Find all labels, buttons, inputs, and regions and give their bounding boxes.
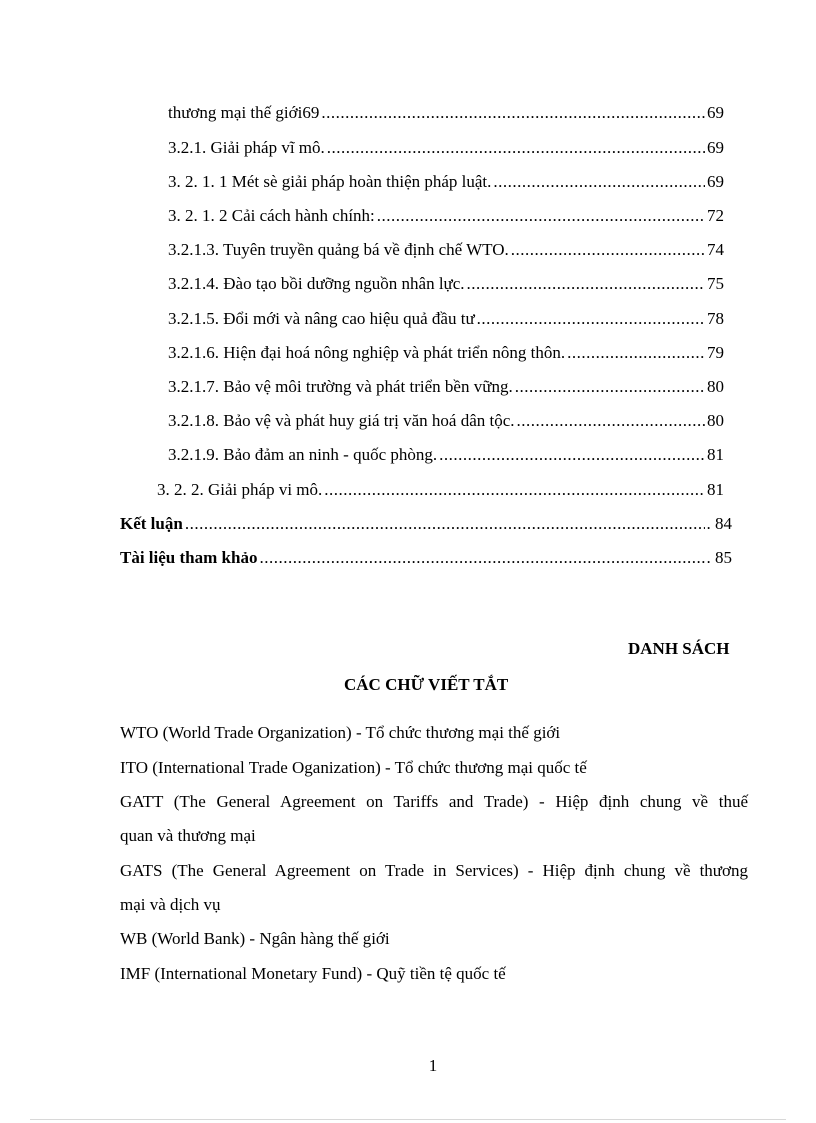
toc-entry-text: 3.2.1.8. Bảo vệ và phát huy giá trị văn hoá dân tộc. xyxy=(168,411,515,430)
toc-leader-dots xyxy=(377,205,705,227)
toc-leader-dots xyxy=(324,479,705,501)
toc-page-number: . 84 xyxy=(706,514,732,533)
toc-page-number: 74 xyxy=(707,240,724,259)
toc-leader-dots xyxy=(511,239,705,261)
toc-page-number: 69 xyxy=(707,103,724,122)
toc-entry-text: 3. 2. 2. Giải pháp vi mô. xyxy=(157,480,323,499)
toc-row xyxy=(168,444,724,466)
toc-row xyxy=(168,137,724,159)
toc-entry-text: 3.2.1.5. Đổi mới và nâng cao hiệu quả đầu tư xyxy=(168,309,475,328)
toc-leader-dots xyxy=(493,171,705,193)
toc-page-number: 75 xyxy=(707,274,724,293)
toc-page-number: 78 xyxy=(707,309,724,328)
toc-leader-dots xyxy=(467,273,705,295)
toc-leader-dots xyxy=(321,102,705,124)
toc-entry-text: 3.2.1.4. Đào tạo bồi dưỡng nguồn nhân lực. xyxy=(168,274,465,293)
page-bottom-divider xyxy=(30,1119,786,1120)
toc-row xyxy=(168,308,724,330)
abbreviation-line: WTO (World Trade Organization) - Tổ chức thương mại thế giới xyxy=(120,723,561,742)
toc-entry-text: thương mại thế giới69 xyxy=(168,103,320,122)
toc-row xyxy=(168,376,724,398)
toc-entry-text: 3.2.1.7. Bảo vệ môi trường và phát triển bền vững. xyxy=(168,377,513,396)
toc-page-number: 81 xyxy=(707,480,724,499)
abbreviation-line: IMF (International Monetary Fund) - Quỹ tiền tệ quốc tế xyxy=(120,964,506,983)
toc-entry-text: 3. 2. 1. 1 Mét sè giải pháp hoàn thiện pháp luật. xyxy=(168,172,492,191)
toc-leader-dots xyxy=(185,513,705,535)
toc-leader-dots xyxy=(477,308,705,330)
toc-leader-dots xyxy=(439,444,705,466)
abbreviations-heading-line2: CÁC CHỮ VIẾT TẮT xyxy=(344,675,509,694)
toc-entry-text: 3.2.1.6. Hiện đại hoá nông nghiệp và phát triển nông thôn. xyxy=(168,343,566,362)
toc-leader-dots xyxy=(259,547,704,569)
toc-leader-dots xyxy=(517,410,705,432)
toc-page-number: 69 xyxy=(707,138,724,157)
toc-entry-text: 3.2.1.3. Tuyên truyền quảng bá về định chế WTO. xyxy=(168,240,509,259)
toc-entry-text: 3.2.1. Giải pháp vĩ mô. xyxy=(168,138,325,157)
toc-leader-dots xyxy=(327,137,705,159)
toc-row xyxy=(168,102,724,124)
toc-page-number: 81 xyxy=(707,445,724,464)
abbreviation-line: GATT (The General Agreement on Tariffs and Trade) - Hiệp định chung về thuế xyxy=(120,792,748,811)
abbreviation-line: WB (World Bank) - Ngân hàng thế giới xyxy=(120,929,390,948)
toc-page-number: 80 xyxy=(707,411,724,430)
toc-entry-text: 3.2.1.9. Bảo đảm an ninh - quốc phòng. xyxy=(168,445,438,464)
toc-page-number: 72 xyxy=(707,206,724,225)
abbreviation-line: GATS (The General Agreement on Trade in Services) - Hiệp định chung về thương xyxy=(120,861,748,880)
abbreviation-line: quan và thương mại xyxy=(120,826,256,845)
toc-row xyxy=(168,410,724,432)
toc-page-number: 69 xyxy=(707,172,724,191)
abbreviation-line: ITO (International Trade Oganization) - Tổ chức thương mại quốc tế xyxy=(120,758,587,777)
page-number: 1 xyxy=(428,1056,438,1075)
abbreviations-heading-line1: DANH SÁCH xyxy=(628,639,730,658)
toc-entry-text: Tài liệu tham khảo xyxy=(120,548,258,567)
toc-row xyxy=(157,479,724,501)
toc-leader-dots xyxy=(567,342,705,364)
toc-entry-text: 3. 2. 1. 2 Cải cách hành chính: xyxy=(168,206,375,225)
toc-page-number: 80 xyxy=(707,377,724,396)
toc-entry-text: Kết luận xyxy=(120,514,183,533)
toc-row-conclusion xyxy=(120,513,732,535)
toc-page-number: 79 xyxy=(707,343,724,362)
toc-row xyxy=(168,273,724,295)
toc-page-number: . 85 xyxy=(706,548,732,567)
toc-row xyxy=(168,205,724,227)
abbreviation-line: mại và dịch vụ xyxy=(120,895,221,914)
toc-row-references xyxy=(120,547,732,569)
toc-leader-dots xyxy=(515,376,705,398)
toc-row xyxy=(168,171,724,193)
toc-row xyxy=(168,239,724,261)
toc-row xyxy=(168,342,724,364)
